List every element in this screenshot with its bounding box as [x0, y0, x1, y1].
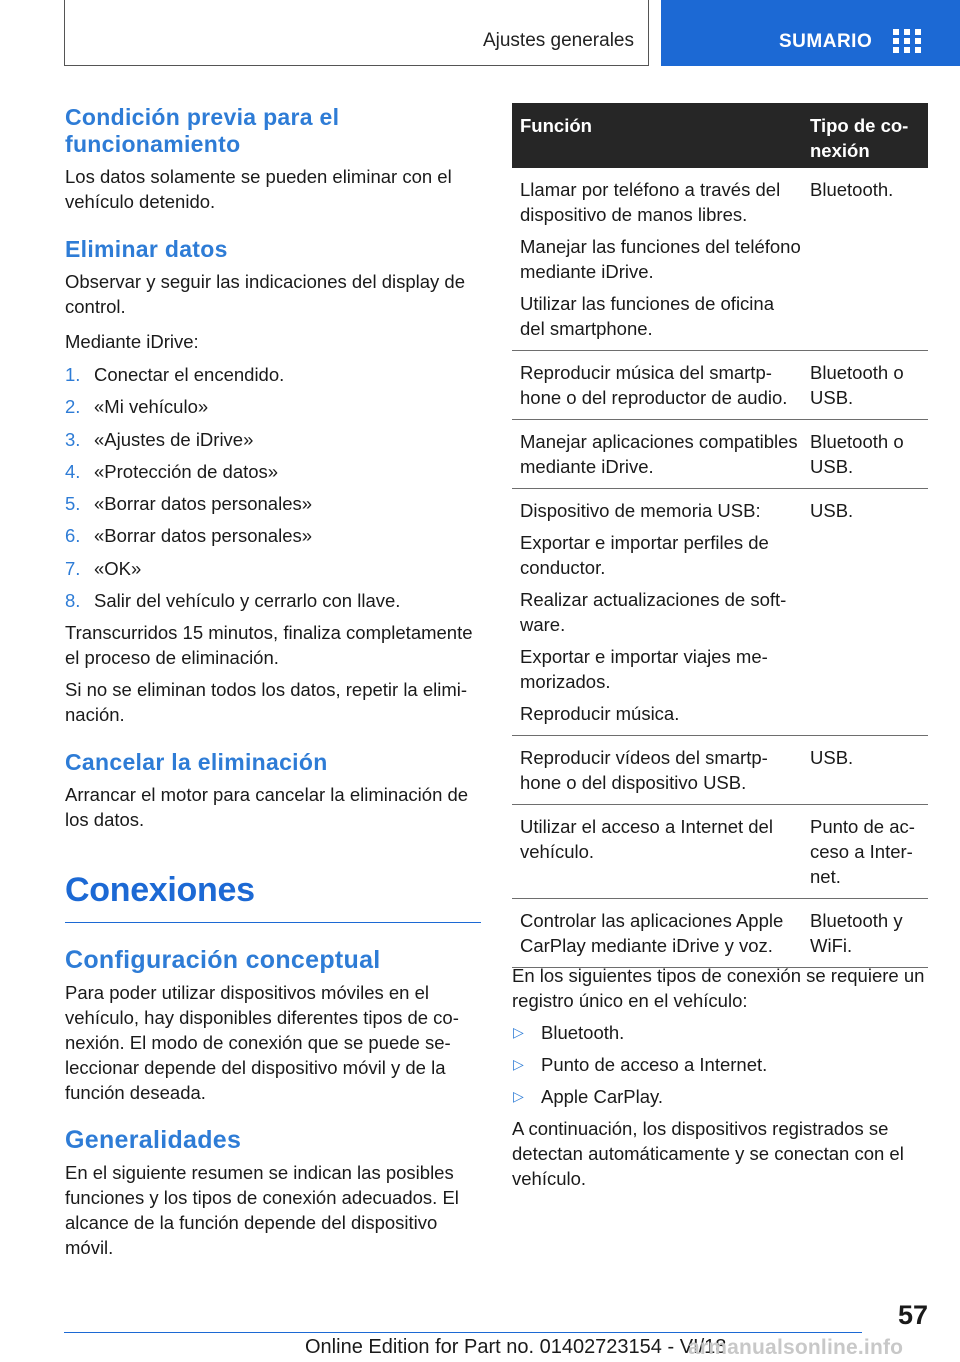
heading-condicion-previa: Condición previa para el funcionamiento	[65, 104, 340, 157]
table-header-funcion: Función	[520, 115, 592, 136]
paragraph-registro: En los siguientes tipos de conexión se requiere un registro único en el vehículo:	[512, 965, 925, 1011]
step-number: 5.	[65, 493, 81, 515]
step-number: 3.	[65, 428, 81, 450]
table-cell-funcion	[512, 736, 810, 804]
table-cell-tipo: USB.	[810, 747, 854, 768]
step-number: 6.	[65, 525, 81, 547]
paragraph-condicion: Los datos solamente se pueden eliminar con el vehículo detenido.	[65, 166, 452, 212]
step-text: «Protección de datos»	[94, 460, 279, 482]
table-cell-funcion	[512, 805, 810, 898]
header-section-title: Ajustes generales	[482, 30, 634, 51]
table-row	[512, 489, 928, 736]
list-item	[65, 427, 481, 452]
sumario-label: SUMARIO	[779, 31, 873, 52]
left-column	[65, 104, 481, 1260]
function-text: Manejar las funciones del teléfono mediante iDrive.	[520, 236, 801, 282]
header-section-box	[64, 0, 649, 66]
function-text: Utilizar el acceso a Internet del vehículo.	[520, 816, 773, 862]
list-item	[65, 523, 481, 548]
footer-edition-text: Online Edition for Part no. 01402723154 - VI/18	[305, 1336, 727, 1358]
function-text: Exportar e importar viajes memorizados.	[520, 646, 768, 692]
table-row	[512, 168, 928, 351]
table-cell-funcion	[512, 351, 810, 419]
triangle-bullet-icon: ▷	[513, 1056, 524, 1072]
table-header-tipo: Tipo de conexión	[810, 115, 909, 161]
table-row	[512, 736, 928, 805]
bullet-text: Punto de acceso a Internet.	[541, 1054, 768, 1075]
right-column-text	[512, 963, 928, 1191]
list-item	[65, 362, 481, 387]
table-cell-tipo: Punto de acceso a Internet.	[810, 816, 915, 887]
step-number: 2.	[65, 396, 81, 418]
table-header	[512, 103, 928, 168]
footer-divider	[64, 1332, 862, 1333]
list-item	[65, 491, 481, 516]
function-text: Reproducir música.	[520, 703, 680, 724]
table-row	[512, 420, 928, 489]
function-text: Manejar aplicaciones compatibles mediante iDrive.	[520, 431, 798, 477]
heading-cancelar: Cancelar la eliminación	[65, 749, 328, 776]
table-row	[512, 899, 928, 968]
heading-generalidades: Generalidades	[65, 1126, 242, 1155]
list-item	[512, 1020, 928, 1045]
table-cell-tipo: USB.	[810, 500, 854, 521]
paragraph-continuacion: A continuación, los dispositivos registrados se detectan automáticamente y se conectan con el vehículo.	[512, 1118, 904, 1189]
function-text: Controlar las aplicaciones Apple CarPlay mediante iDrive y voz.	[520, 910, 784, 956]
table-row	[512, 351, 928, 420]
list-item	[512, 1052, 928, 1077]
function-text: Exportar e importar perfiles de conductor.	[520, 532, 769, 578]
function-text: Dispositivo de memoria USB:	[520, 500, 761, 521]
list-item	[65, 588, 481, 613]
steps-list	[65, 362, 481, 613]
function-text: Reproducir vídeos del smartphone o del dispositivo USB.	[520, 747, 768, 793]
step-number: 1.	[65, 364, 81, 385]
table-cell-tipo: Bluetooth y WiFi.	[810, 910, 903, 956]
heading-eliminar-datos: Eliminar datos	[65, 236, 228, 262]
step-text: «Borrar datos personales»	[94, 525, 313, 547]
step-text: «Ajustes de iDrive»	[94, 428, 254, 450]
step-text: Conectar el encendido.	[94, 364, 285, 385]
table-cell-funcion	[512, 168, 810, 350]
function-text: Realizar actualizaciones de software.	[520, 589, 787, 635]
table-cell-funcion	[512, 489, 810, 735]
watermark: armanualsonline.info	[688, 1336, 904, 1359]
triangle-bullet-icon: ▷	[513, 1024, 524, 1040]
list-item	[65, 556, 481, 581]
page-number: 57	[897, 1300, 928, 1330]
table-cell-funcion	[512, 899, 810, 967]
step-number: 4.	[65, 460, 81, 482]
table-cell-tipo: Bluetooth o USB.	[810, 362, 904, 408]
paragraph-mediante: Mediante iDrive:	[65, 331, 199, 352]
connection-bullet-list	[512, 1020, 928, 1109]
paragraph-cancelar: Arrancar el motor para cancelar la eliminación de los datos.	[65, 784, 469, 831]
bullet-text: Bluetooth.	[541, 1022, 625, 1043]
table-row	[512, 805, 928, 899]
table-cell-funcion	[512, 420, 810, 488]
table-body	[512, 168, 928, 968]
step-text: Salir del vehículo y cerrarlo con llave.	[94, 590, 401, 612]
paragraph-configuracion: Para poder utilizar dispositivos móviles en el vehículo, hay disponibles diferentes tipos de conexión. El modo de conexión que se puede seleccionar depende del dispositivo móvil y de la función deseada.	[65, 982, 459, 1104]
paragraph-transcurridos: Transcurridos 15 minutos, finaliza completamente el proceso de eliminación.	[65, 622, 473, 669]
triangle-bullet-icon: ▷	[513, 1088, 524, 1104]
step-text: «Borrar datos personales»	[94, 493, 313, 515]
heading-configuracion: Configuración conceptual	[65, 946, 381, 975]
list-item	[512, 1084, 928, 1109]
paragraph-eliminar: Observar y seguir las indicaciones del display de control.	[65, 271, 466, 317]
grid-menu-icon	[893, 29, 921, 53]
sumario-button[interactable]	[661, 0, 960, 66]
function-text: Llamar por teléfono a través del dispositivo de manos libres.	[520, 179, 781, 225]
list-item	[65, 459, 481, 484]
step-text: «Mi vehículo»	[94, 396, 209, 418]
chapter-title-conexiones: Conexiones	[65, 870, 481, 923]
step-text: «OK»	[94, 557, 142, 579]
paragraph-generalidades: En el siguiente resumen se indican las posibles funciones y los tipos de conexión adecuados. El alcance de la función depende del dispositivo móvil.	[65, 1162, 459, 1259]
paragraph-si-no: Si no se eliminan todos los datos, repetir la eliminación.	[65, 679, 468, 726]
bullet-text: Apple CarPlay.	[541, 1086, 664, 1107]
table-cell-tipo: Bluetooth.	[810, 179, 894, 200]
function-text: Reproducir música del smartphone o del reproductor de audio.	[520, 362, 788, 408]
connections-table	[512, 103, 928, 968]
step-number: 7.	[65, 557, 81, 579]
function-text: Utilizar las funciones de oficina del smartphone.	[520, 293, 774, 339]
list-item	[65, 394, 481, 419]
step-number: 8.	[65, 590, 81, 612]
table-cell-tipo: Bluetooth o USB.	[810, 431, 904, 477]
